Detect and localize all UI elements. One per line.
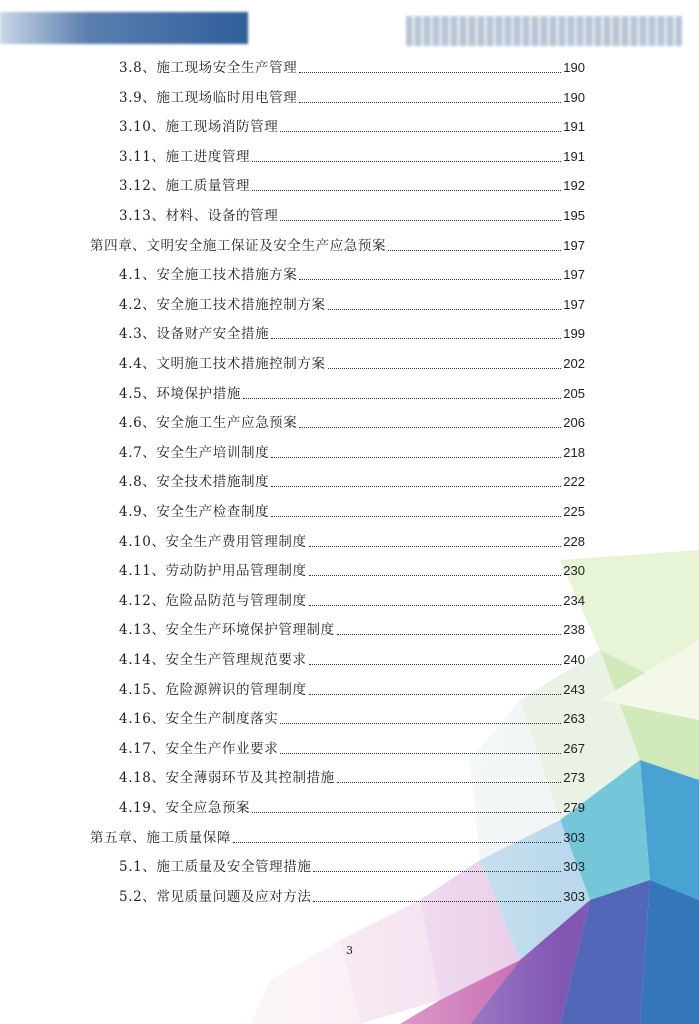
toc-entry[interactable]: [90, 227, 585, 255]
toc-entry[interactable]: [119, 671, 585, 699]
toc-entry-title: 第五章、施工质量保障: [90, 829, 231, 846]
toc-entry-title: 3.8、施工现场安全生产管理: [119, 60, 298, 76]
toc-entry-title: 4.19、安全应急预案: [119, 800, 251, 816]
toc-entry-page: 202: [563, 356, 585, 371]
toc-leader-dots: [271, 515, 561, 517]
toc-leader-dots: [309, 574, 562, 576]
toc-entry-title: 4.6、安全施工生产应急预案: [119, 415, 298, 432]
toc-leader-dots: [328, 308, 562, 310]
header-logo-band: [0, 12, 248, 44]
toc-leader-dots: [313, 900, 561, 902]
toc-entry-page: 205: [563, 385, 585, 401]
toc-entry-title: 4.13、安全生产环境保护管理制度: [119, 622, 335, 639]
page-number: 3: [346, 944, 353, 957]
toc-leader-dots: [309, 604, 562, 606]
toc-leader-dots: [280, 130, 561, 132]
toc-entry[interactable]: [90, 819, 585, 847]
toc-leader-dots: [388, 249, 561, 251]
toc-entry[interactable]: [119, 197, 585, 225]
toc-entry[interactable]: [119, 79, 585, 107]
toc-entry-title: 4.15、危险源辨识的管理制度: [119, 681, 307, 698]
toc-entry-page: 222: [563, 474, 585, 490]
toc-entry[interactable]: [119, 493, 585, 521]
toc-leader-dots: [243, 397, 561, 399]
toc-leader-dots: [337, 633, 562, 635]
toc-entry-page: 279: [563, 800, 585, 815]
toc-entry[interactable]: [119, 848, 585, 876]
toc-entry-title: 4.3、设备财产安全措施: [119, 326, 270, 343]
toc-entry-title: 4.4、文明施工技术措施控制方案: [119, 356, 326, 372]
toc-entry[interactable]: [119, 108, 585, 136]
toc-entry[interactable]: [119, 789, 585, 817]
toc-entry-page: 273: [563, 770, 585, 786]
toc-entry[interactable]: [119, 49, 585, 77]
toc-leader-dots: [280, 722, 561, 724]
toc-entry-page: 225: [563, 504, 585, 519]
toc-entry-title: 4.1、安全施工技术措施方案: [119, 267, 298, 284]
toc-leader-dots: [309, 545, 562, 547]
toc-entry-page: 191: [563, 148, 585, 164]
toc-entry-page: 228: [563, 533, 585, 549]
toc-entry-title: 3.9、施工现场临时用电管理: [119, 89, 298, 106]
toc-entry-page: 234: [563, 592, 585, 608]
toc-entry-title: 3.12、施工质量管理: [119, 178, 251, 195]
toc-leader-dots: [271, 485, 561, 487]
toc-leader-dots: [328, 367, 562, 369]
toc-entry-title: 4.10、安全生产费用管理制度: [119, 533, 307, 550]
toc-entry[interactable]: [119, 463, 585, 491]
toc-entry-page: 218: [563, 444, 585, 460]
toc-entry-page: 243: [563, 681, 585, 697]
toc-entry-title: 4.11、劳动防护用品管理制度: [119, 563, 307, 580]
toc-entry-title: 4.18、安全薄弱环节及其控制措施: [119, 770, 335, 787]
toc-entry[interactable]: [119, 434, 585, 462]
toc-entry-page: 303: [563, 829, 585, 845]
toc-leader-dots: [233, 841, 561, 843]
toc-entry-title: 4.14、安全生产管理规范要求: [119, 652, 307, 668]
toc-leader-dots: [313, 870, 561, 872]
toc-entry-page: 195: [563, 208, 585, 223]
toc-entry-page: 197: [563, 237, 585, 253]
toc-entry[interactable]: [119, 315, 585, 343]
toc-entry-title: 4.2、安全施工技术措施控制方案: [119, 296, 326, 313]
toc-entry-page: 206: [563, 415, 585, 431]
toc-entry-title: 5.1、施工质量及安全管理措施: [119, 859, 312, 876]
toc-entry[interactable]: [119, 286, 585, 314]
toc-leader-dots: [252, 189, 561, 191]
toc-entry[interactable]: [119, 611, 585, 639]
toc-entry-page: 263: [563, 711, 585, 727]
toc-entry-title: 第四章、文明安全施工保证及安全生产应急预案: [90, 237, 387, 254]
toc-entry[interactable]: [119, 523, 585, 551]
toc-leader-dots: [299, 101, 561, 103]
toc-entry[interactable]: [119, 345, 585, 373]
toc-entry-page: 199: [563, 326, 585, 342]
toc-leader-dots: [252, 160, 561, 162]
toc-entry[interactable]: [119, 404, 585, 432]
toc-entry-page: 267: [563, 740, 585, 756]
toc-entry-page: 190: [563, 60, 585, 75]
toc-entry-page: 190: [563, 89, 585, 105]
toc-entry-page: 191: [563, 119, 585, 135]
toc-entry[interactable]: [119, 759, 585, 787]
toc-entry-title: 3.11、施工进度管理: [119, 148, 251, 165]
toc-entry-title: 4.8、安全技术措施制度: [119, 474, 270, 491]
toc-entry[interactable]: [119, 641, 585, 669]
toc-entry-page: 197: [563, 296, 585, 312]
toc-entry[interactable]: [119, 138, 585, 166]
toc-entry[interactable]: [119, 730, 585, 758]
toc-leader-dots: [252, 811, 561, 813]
toc-leader-dots: [271, 456, 561, 458]
toc-entry[interactable]: [119, 582, 585, 610]
toc-leader-dots: [337, 781, 562, 783]
toc-leader-dots: [271, 337, 561, 339]
toc-entry-title: 3.10、施工现场消防管理: [119, 119, 279, 136]
toc-entry[interactable]: [119, 256, 585, 284]
toc-entry-title: 3.13、材料、设备的管理: [119, 208, 279, 224]
toc-entry-title: 4.17、安全生产作业要求: [119, 740, 279, 757]
toc-entry[interactable]: [119, 167, 585, 195]
toc-leader-dots: [299, 278, 561, 280]
header-project-title: [406, 16, 682, 46]
toc-entry-title: 4.16、安全生产制度落实: [119, 711, 279, 728]
toc-entry-page: 197: [563, 267, 585, 283]
toc-leader-dots: [280, 752, 561, 754]
toc-entry-title: 4.12、危险品防范与管理制度: [119, 592, 307, 609]
toc-entry-page: 240: [563, 652, 585, 667]
toc-entry-title: 4.7、安全生产培训制度: [119, 444, 270, 461]
toc-entry-page: 230: [563, 563, 585, 579]
toc-leader-dots: [280, 219, 561, 221]
toc-entry-title: 4.9、安全生产检查制度: [119, 504, 270, 520]
toc-entry-page: 303: [563, 888, 585, 904]
toc-entry[interactable]: [119, 552, 585, 580]
toc-leader-dots: [309, 663, 562, 665]
toc-entry[interactable]: [119, 700, 585, 728]
toc-leader-dots: [299, 426, 561, 428]
toc-leader-dots: [309, 693, 562, 695]
toc-entry-title: 5.2、常见质量问题及应对方法: [119, 888, 312, 905]
toc-entry-title: 4.5、环境保护措施: [119, 385, 241, 402]
toc-entry-page: 303: [563, 859, 585, 875]
toc-entry[interactable]: [119, 375, 585, 403]
toc-entry[interactable]: [119, 878, 585, 906]
toc-leader-dots: [299, 71, 561, 73]
toc-entry-page: 238: [563, 622, 585, 638]
toc-entry-page: 192: [563, 178, 585, 194]
